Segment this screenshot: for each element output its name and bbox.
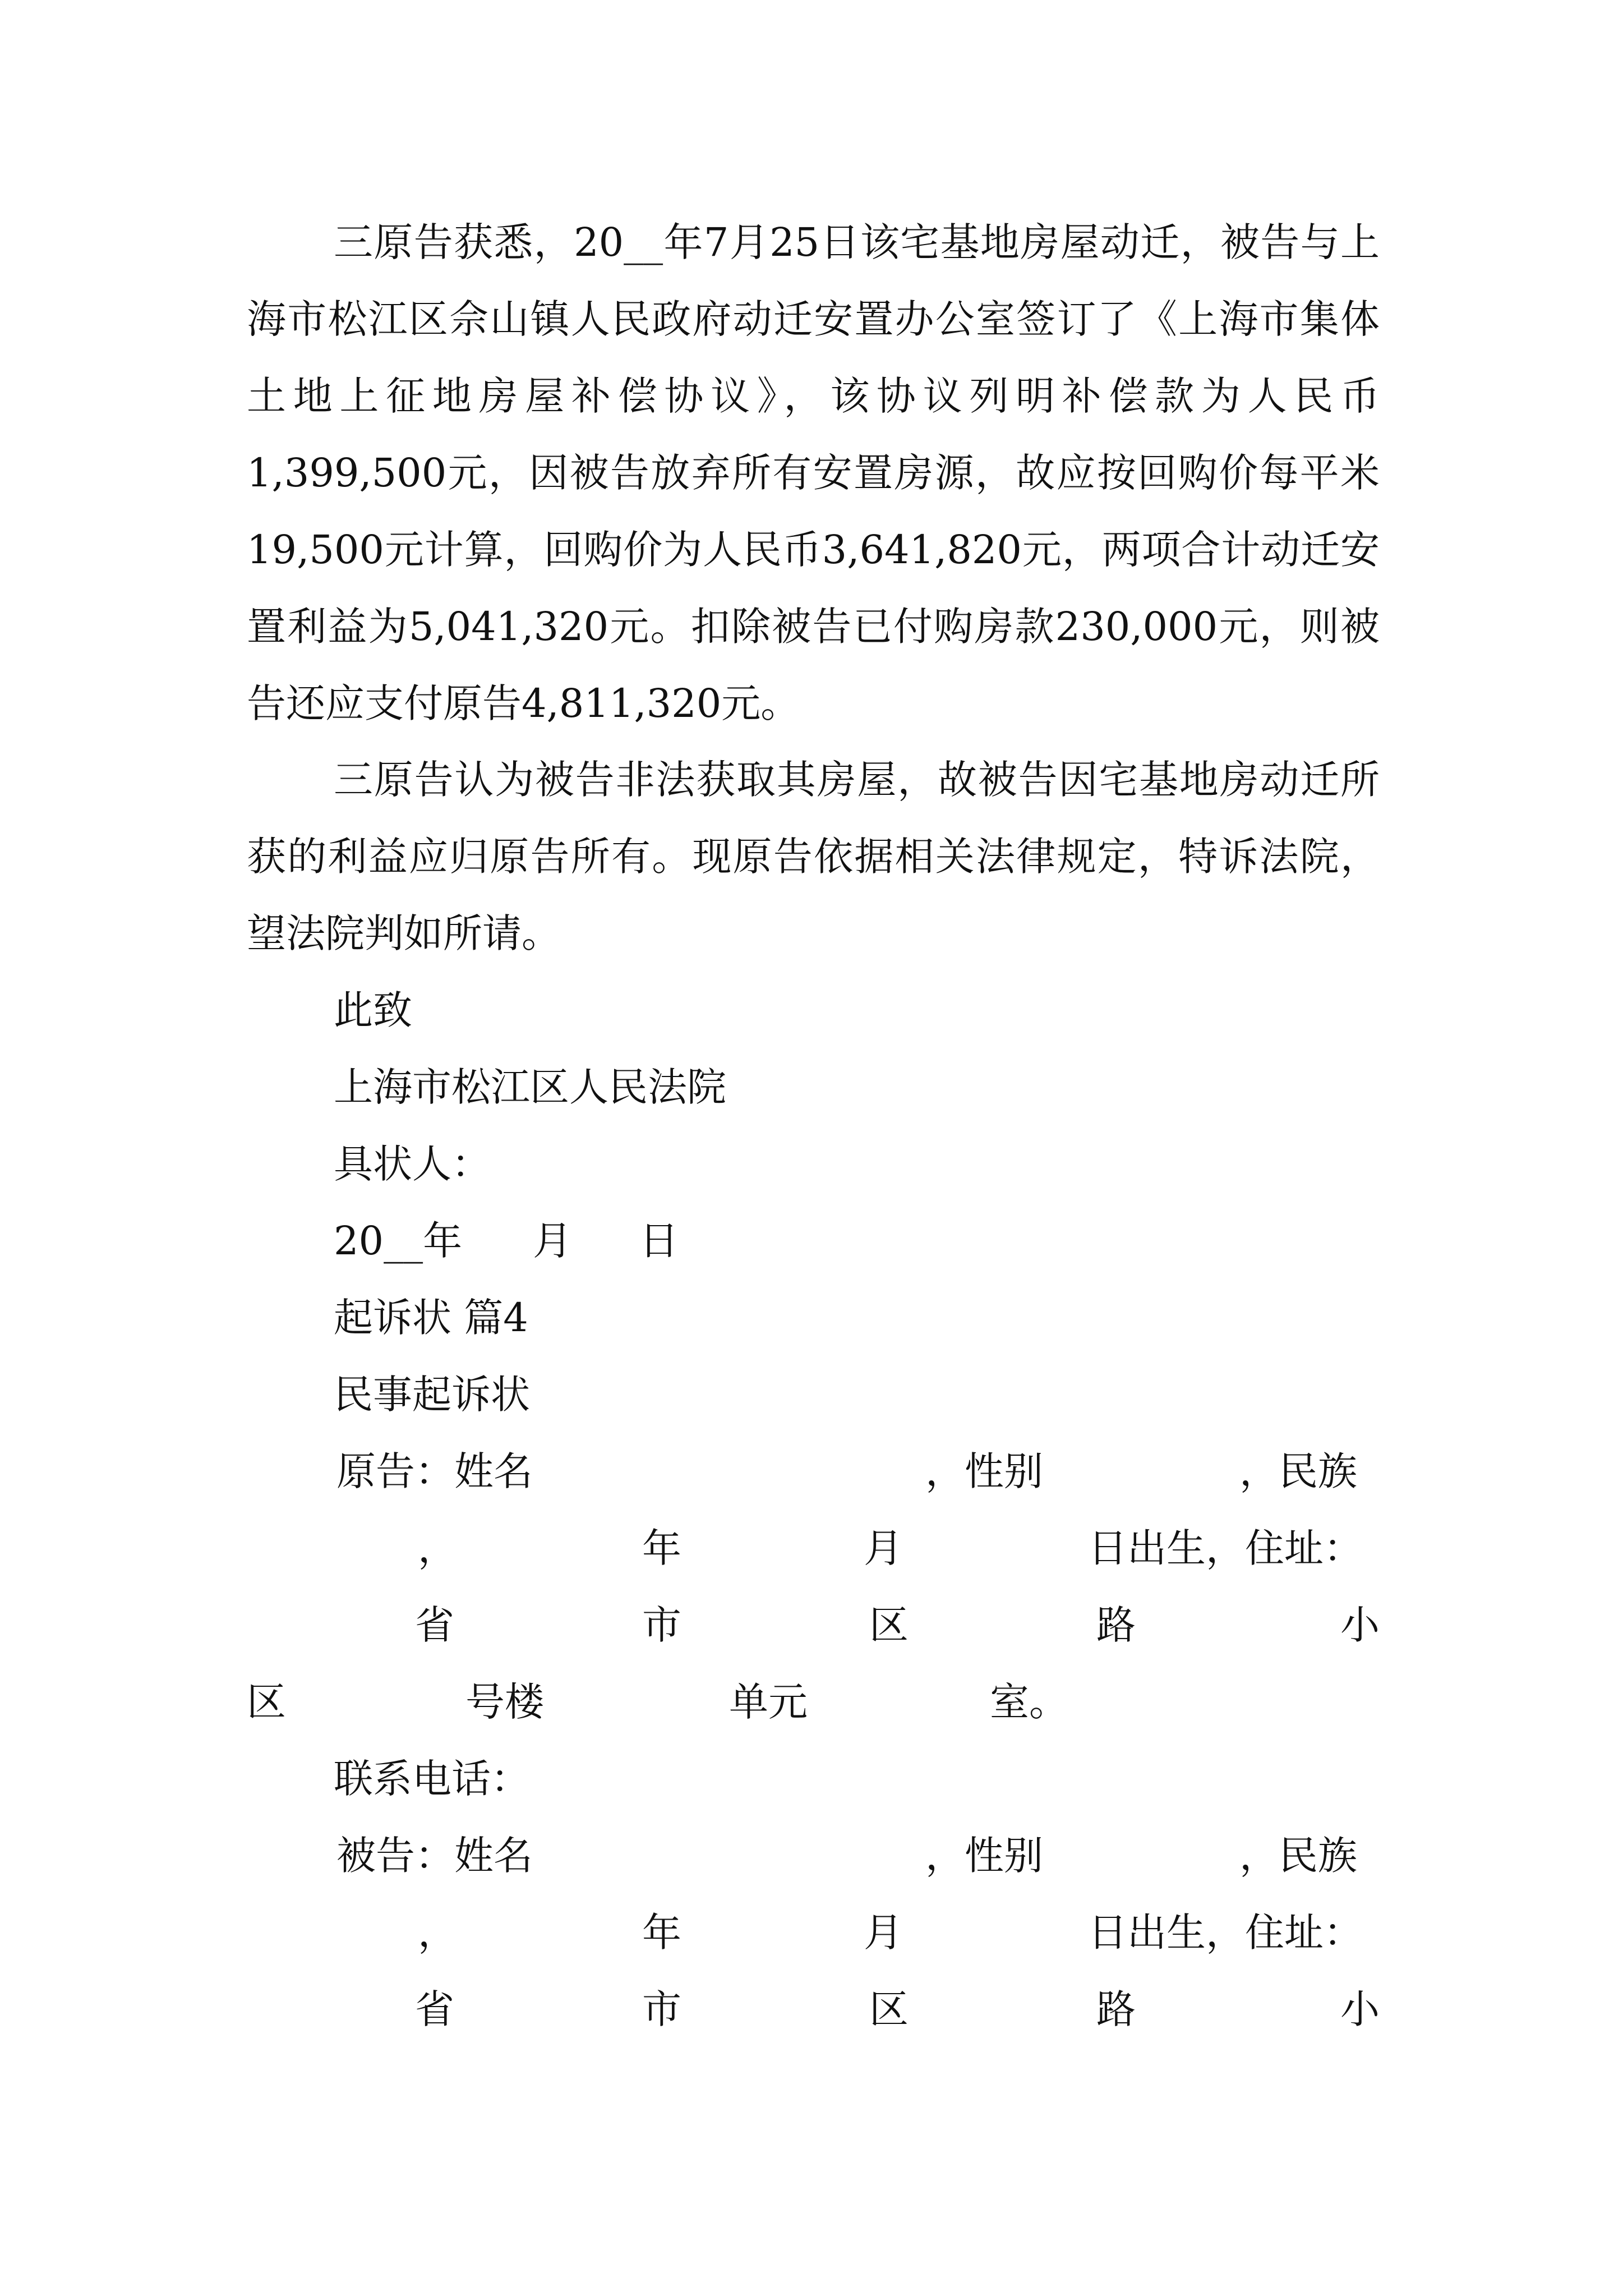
- plaintiff-name-line: [247, 1433, 1380, 1510]
- court-name: 上海市松江区人民法院: [334, 1064, 726, 1110]
- defendant-birth-address: 日出生，住址：: [1088, 1910, 1363, 1955]
- date-day: 日: [639, 1218, 679, 1264]
- plaintiff-unit: 单元: [729, 1679, 808, 1725]
- plaintiff-address-line-2: [247, 1664, 1380, 1741]
- plaintiff-label: 原告：姓名: [336, 1448, 533, 1494]
- defendant-month: 月: [864, 1910, 903, 1955]
- paragraph-claim: 三原告认为被告非法获取其房屋，故被告因宅基地房动迁所获的利益应归原告所有。现原告依据相关法律规定，特诉法院，望法院判如所请。: [247, 757, 1380, 956]
- defendant-xiao: 小: [1340, 1986, 1380, 2032]
- plaintiff-building: 号楼: [465, 1679, 544, 1725]
- plaintiff-year: 年: [642, 1525, 681, 1571]
- defendant-name-line: [247, 1818, 1380, 1894]
- plaintiff-phone: 联系电话：: [334, 1756, 530, 1802]
- date-year: 20__年: [334, 1218, 463, 1264]
- defendant-ethnicity: ，民族: [1239, 1833, 1357, 1879]
- plaintiff-ethnicity: ，民族: [1239, 1448, 1357, 1494]
- plaintiff-district: 区: [869, 1602, 909, 1648]
- defendant-road: 路: [1096, 1986, 1136, 2032]
- plaintiff-birth-address: 日出生，住址：: [1088, 1525, 1363, 1571]
- defendant-district: 区: [869, 1986, 909, 2032]
- defendant-label: 被告：姓名: [336, 1833, 533, 1879]
- defendant-comma: ，: [418, 1910, 457, 1955]
- plaintiff-room: 室。: [990, 1679, 1068, 1725]
- defendant-address-line: [247, 1971, 1380, 2048]
- section-title: 起诉状 篇4: [334, 1295, 528, 1341]
- defendant-birth-line: [247, 1894, 1380, 1971]
- plaintiff-city: 市: [642, 1602, 681, 1648]
- date-line: [247, 1203, 1380, 1280]
- plaintiff-road: 路: [1096, 1602, 1136, 1648]
- defendant-gender: ，性别: [925, 1833, 1043, 1879]
- plaintiff-address-line: [247, 1587, 1380, 1664]
- salutation: 此致: [334, 987, 412, 1033]
- defendant-city: 市: [642, 1986, 681, 2032]
- plaintiff-gender: ，性别: [925, 1448, 1043, 1494]
- plaintiff-comma: ，: [418, 1525, 457, 1571]
- plaintiff-province: 省: [415, 1602, 454, 1648]
- plaintiff-month: 月: [864, 1525, 903, 1571]
- defendant-year: 年: [642, 1910, 681, 1955]
- signer-label: 具状人：: [334, 1141, 491, 1187]
- plaintiff-qu: 区: [247, 1679, 286, 1725]
- paragraph-compensation: 三原告获悉，20__年7月25日该宅基地房屋动迁，被告与上海市松江区佘山镇人民政府动迁安置办公室签订了《上海市集体土地上征地房屋补偿协议》，该协议列明补偿款为人民币1,399,500元，因被告放弃所有安置房源，故应按回购价每平米19,500元计算，回购价为人民币3,641,820元，两项合计动迁安置利益为5,041,320元。扣除被告已付购房款230,000元，则被告还应支付原告4,811,320元。: [247, 219, 1380, 726]
- defendant-province: 省: [415, 1986, 454, 2032]
- plaintiff-xiao: 小: [1340, 1602, 1380, 1648]
- document-title: 民事起诉状: [334, 1372, 530, 1418]
- date-month: 月: [533, 1218, 572, 1264]
- plaintiff-birth-line: [247, 1510, 1380, 1587]
